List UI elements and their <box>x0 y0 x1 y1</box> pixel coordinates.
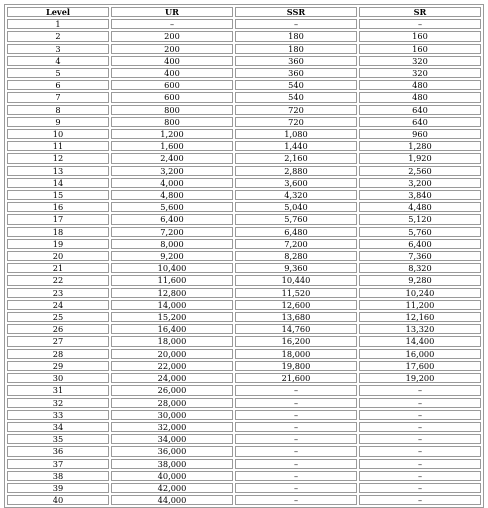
cell-sr: 7,360 <box>359 251 481 261</box>
cell-sr: – <box>359 410 481 420</box>
cell-sr: 9,280 <box>359 275 481 285</box>
cell-ssr: – <box>235 446 357 456</box>
cell-ssr: 10,440 <box>235 275 357 285</box>
cell-sr: 960 <box>359 129 481 139</box>
cell-level: 31 <box>7 385 109 395</box>
cell-level: 8 <box>7 105 109 115</box>
cell-level: 19 <box>7 239 109 249</box>
cell-level: 29 <box>7 361 109 371</box>
cell-ur: 32,000 <box>111 422 233 432</box>
table-row <box>7 68 481 78</box>
cell-level: 37 <box>7 459 109 469</box>
table-row <box>7 56 481 66</box>
cell-ssr: 720 <box>235 117 357 127</box>
cell-ur: 24,000 <box>111 373 233 383</box>
cell-level: 18 <box>7 227 109 237</box>
table-row <box>7 141 481 151</box>
cell-sr: – <box>359 398 481 408</box>
cell-ur: 8,000 <box>111 239 233 249</box>
cell-level: 11 <box>7 141 109 151</box>
table-row <box>7 19 481 29</box>
cell-sr: 480 <box>359 92 481 102</box>
cell-sr: – <box>359 471 481 481</box>
cell-level: 39 <box>7 483 109 493</box>
table-row <box>7 190 481 200</box>
cell-sr: 480 <box>359 80 481 90</box>
cell-level: 15 <box>7 190 109 200</box>
cell-level: 28 <box>7 349 109 359</box>
table-row <box>7 398 481 408</box>
cell-ur: 30,000 <box>111 410 233 420</box>
cell-ur: 800 <box>111 105 233 115</box>
table-row <box>7 80 481 90</box>
cell-ur: 200 <box>111 44 233 54</box>
cell-ssr: 4,320 <box>235 190 357 200</box>
cell-sr: – <box>359 483 481 493</box>
cell-ur: 2,400 <box>111 153 233 163</box>
table-row <box>7 385 481 395</box>
cell-sr: 4,480 <box>359 202 481 212</box>
cell-ur: 4,000 <box>111 178 233 188</box>
table-row <box>7 495 481 505</box>
cell-level: 38 <box>7 471 109 481</box>
table-row <box>7 117 481 127</box>
cell-ur: 1,200 <box>111 129 233 139</box>
table-row <box>7 275 481 285</box>
table-row <box>7 300 481 310</box>
table-row <box>7 312 481 322</box>
cell-ssr: 2,160 <box>235 153 357 163</box>
cell-level: 16 <box>7 202 109 212</box>
cell-level: 21 <box>7 263 109 273</box>
cell-level: 7 <box>7 92 109 102</box>
cell-ur: 600 <box>111 92 233 102</box>
cell-ur: 38,000 <box>111 459 233 469</box>
table-row <box>7 105 481 115</box>
cell-sr: 5,760 <box>359 227 481 237</box>
cell-ur: 6,400 <box>111 214 233 224</box>
cell-ssr: – <box>235 398 357 408</box>
table-row <box>7 202 481 212</box>
cell-ur: 15,200 <box>111 312 233 322</box>
cell-ur: 44,000 <box>111 495 233 505</box>
cell-ur: 36,000 <box>111 446 233 456</box>
cell-ur: – <box>111 19 233 29</box>
cell-ur: 200 <box>111 31 233 41</box>
table-row <box>7 288 481 298</box>
cell-sr: 3,200 <box>359 178 481 188</box>
cell-ssr: 1,440 <box>235 141 357 151</box>
cell-ssr: 720 <box>235 105 357 115</box>
cell-ur: 3,200 <box>111 166 233 176</box>
table-body <box>7 19 481 505</box>
cell-sr: – <box>359 19 481 29</box>
cell-ssr: – <box>235 19 357 29</box>
cell-level: 25 <box>7 312 109 322</box>
table-row <box>7 31 481 41</box>
cell-ur: 600 <box>111 80 233 90</box>
cell-sr: 3,840 <box>359 190 481 200</box>
cell-ssr: 12,600 <box>235 300 357 310</box>
cell-ur: 10,400 <box>111 263 233 273</box>
cell-level: 5 <box>7 68 109 78</box>
cell-level: 1 <box>7 19 109 29</box>
cell-ur: 400 <box>111 68 233 78</box>
table-row <box>7 227 481 237</box>
table-row <box>7 349 481 359</box>
cell-sr: – <box>359 446 481 456</box>
cell-ur: 5,600 <box>111 202 233 212</box>
table-row <box>7 166 481 176</box>
cell-ssr: 180 <box>235 31 357 41</box>
cell-level: 35 <box>7 434 109 444</box>
table-row <box>7 44 481 54</box>
cell-sr: 5,120 <box>359 214 481 224</box>
cell-sr: 160 <box>359 44 481 54</box>
cell-ur: 7,200 <box>111 227 233 237</box>
cell-ssr: 180 <box>235 44 357 54</box>
cell-level: 6 <box>7 80 109 90</box>
cell-sr: – <box>359 385 481 395</box>
cell-ur: 42,000 <box>111 483 233 493</box>
cell-level: 32 <box>7 398 109 408</box>
cell-sr: – <box>359 495 481 505</box>
cell-level: 4 <box>7 56 109 66</box>
table-row <box>7 410 481 420</box>
cell-ssr: – <box>235 471 357 481</box>
table-row <box>7 178 481 188</box>
table-row <box>7 263 481 273</box>
table-header-row <box>7 7 481 17</box>
cell-sr: 17,600 <box>359 361 481 371</box>
table-row <box>7 336 481 346</box>
cell-ssr: 18,000 <box>235 349 357 359</box>
cell-level: 10 <box>7 129 109 139</box>
cell-sr: 6,400 <box>359 239 481 249</box>
cell-level: 20 <box>7 251 109 261</box>
cell-sr: 160 <box>359 31 481 41</box>
cell-ur: 22,000 <box>111 361 233 371</box>
cell-sr: 320 <box>359 68 481 78</box>
table-row <box>7 373 481 383</box>
table-row <box>7 92 481 102</box>
cell-sr: – <box>359 422 481 432</box>
cell-ssr: 1,080 <box>235 129 357 139</box>
cell-ssr: 360 <box>235 68 357 78</box>
cell-sr: 11,200 <box>359 300 481 310</box>
table-row <box>7 361 481 371</box>
table-row <box>7 422 481 432</box>
header-sr: SR <box>359 7 481 17</box>
table-row <box>7 483 481 493</box>
cell-sr: 1,920 <box>359 153 481 163</box>
cell-level: 36 <box>7 446 109 456</box>
cell-ur: 9,200 <box>111 251 233 261</box>
cell-level: 22 <box>7 275 109 285</box>
cell-ssr: 13,680 <box>235 312 357 322</box>
cell-ssr: 540 <box>235 92 357 102</box>
cell-ssr: 5,040 <box>235 202 357 212</box>
table-row <box>7 324 481 334</box>
cell-ur: 1,600 <box>111 141 233 151</box>
table-row <box>7 434 481 444</box>
cell-sr: 2,560 <box>359 166 481 176</box>
cell-ur: 16,400 <box>111 324 233 334</box>
cell-ur: 20,000 <box>111 349 233 359</box>
table-row <box>7 471 481 481</box>
level-cost-table <box>4 4 484 508</box>
cell-sr: 16,000 <box>359 349 481 359</box>
table-row <box>7 251 481 261</box>
cell-level: 2 <box>7 31 109 41</box>
cell-sr: 12,160 <box>359 312 481 322</box>
cell-ur: 14,000 <box>111 300 233 310</box>
cell-level: 23 <box>7 288 109 298</box>
cell-level: 13 <box>7 166 109 176</box>
cell-ssr: 5,760 <box>235 214 357 224</box>
cell-ssr: 16,200 <box>235 336 357 346</box>
cell-ur: 18,000 <box>111 336 233 346</box>
cell-ur: 11,600 <box>111 275 233 285</box>
cell-ssr: 19,800 <box>235 361 357 371</box>
cell-sr: 8,320 <box>359 263 481 273</box>
table-row <box>7 239 481 249</box>
cell-ssr: – <box>235 434 357 444</box>
cell-level: 12 <box>7 153 109 163</box>
header-ur: UR <box>111 7 233 17</box>
cell-ssr: 9,360 <box>235 263 357 273</box>
cell-level: 3 <box>7 44 109 54</box>
cell-level: 24 <box>7 300 109 310</box>
cell-ssr: 11,520 <box>235 288 357 298</box>
cell-ssr: – <box>235 459 357 469</box>
cell-ssr: – <box>235 410 357 420</box>
cell-level: 26 <box>7 324 109 334</box>
cell-ssr: 7,200 <box>235 239 357 249</box>
cell-ssr: 8,280 <box>235 251 357 261</box>
cell-ssr: 360 <box>235 56 357 66</box>
cell-ssr: 540 <box>235 80 357 90</box>
header-level: Level <box>7 7 109 17</box>
cell-sr: 640 <box>359 117 481 127</box>
cell-ur: 4,800 <box>111 190 233 200</box>
cell-ur: 28,000 <box>111 398 233 408</box>
cell-level: 17 <box>7 214 109 224</box>
cell-ssr: – <box>235 483 357 493</box>
cell-ur: 12,800 <box>111 288 233 298</box>
cell-ssr: 6,480 <box>235 227 357 237</box>
cell-sr: – <box>359 434 481 444</box>
header-ssr: SSR <box>235 7 357 17</box>
cell-level: 27 <box>7 336 109 346</box>
cell-level: 34 <box>7 422 109 432</box>
cell-ssr: – <box>235 495 357 505</box>
cell-ur: 400 <box>111 56 233 66</box>
table-row <box>7 459 481 469</box>
cell-sr: 320 <box>359 56 481 66</box>
level-table-container <box>4 4 484 508</box>
cell-level: 40 <box>7 495 109 505</box>
table-row <box>7 214 481 224</box>
cell-ur: 34,000 <box>111 434 233 444</box>
cell-sr: 10,240 <box>359 288 481 298</box>
cell-level: 14 <box>7 178 109 188</box>
cell-ssr: 14,760 <box>235 324 357 334</box>
cell-ur: 800 <box>111 117 233 127</box>
cell-level: 33 <box>7 410 109 420</box>
cell-sr: 1,280 <box>359 141 481 151</box>
cell-ssr: 2,880 <box>235 166 357 176</box>
cell-ssr: – <box>235 385 357 395</box>
cell-ur: 40,000 <box>111 471 233 481</box>
cell-sr: 640 <box>359 105 481 115</box>
cell-sr: 19,200 <box>359 373 481 383</box>
cell-sr: – <box>359 459 481 469</box>
cell-sr: 13,320 <box>359 324 481 334</box>
cell-ssr: – <box>235 422 357 432</box>
table-row <box>7 129 481 139</box>
cell-level: 9 <box>7 117 109 127</box>
cell-ssr: 21,600 <box>235 373 357 383</box>
cell-level: 30 <box>7 373 109 383</box>
table-row <box>7 153 481 163</box>
table-row <box>7 446 481 456</box>
cell-sr: 14,400 <box>359 336 481 346</box>
cell-ur: 26,000 <box>111 385 233 395</box>
cell-ssr: 3,600 <box>235 178 357 188</box>
